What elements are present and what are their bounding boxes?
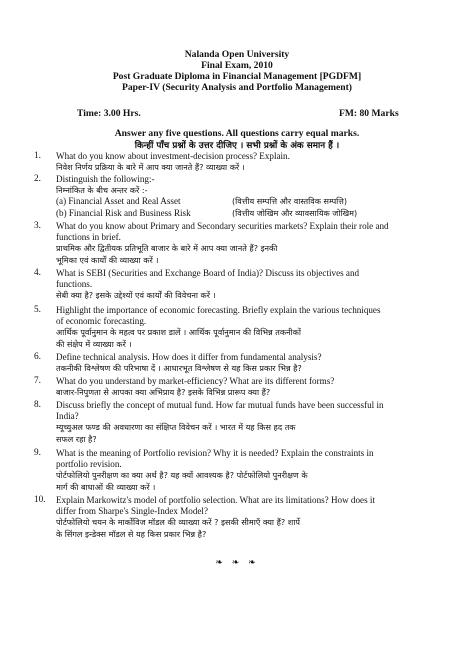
question-4 [34, 268, 456, 302]
question-text-hi: निवेश निर्णय प्रक्रिया के बारे में आप क्या जानते हैं? व्याख्या करें । [56, 162, 245, 173]
program-title: Post Graduate Diploma in Financial Management [PGDFM] [112, 71, 362, 82]
question-text-hi: की संक्षेप में व्याख्या करें । [56, 338, 132, 349]
question-text-hi: बाजार-निपुणता से आपका क्या अभिप्राय है? इसके विभिन्न प्रारूप क्या हैं? [56, 387, 271, 398]
question-6 [34, 352, 456, 374]
question-number: 6. [34, 352, 41, 362]
question-number: 3. [34, 221, 41, 231]
question-text-en: What do you understand by market-efficiency? What are its different forms? [56, 376, 335, 386]
question-9 [34, 448, 456, 493]
question-text-en: portfolio revision. [56, 459, 122, 470]
question-text-hi: मार्ग की बाधाओं की व्याख्या करें । [56, 481, 156, 492]
question-text-en: India? [56, 411, 79, 422]
question-text-hi: भूमिका एवं कार्यों की व्याख्या करें । [56, 254, 159, 265]
question-text-en: differ from Sharpe's Single-Index Model? [56, 506, 208, 517]
question-10 [34, 495, 456, 540]
question-number: 4. [34, 268, 41, 278]
question-8 [34, 400, 456, 445]
question-number: 8. [34, 400, 41, 410]
question-text-en: Explain Markowitz's model of portfolio selection. What are its limitations? How does it [56, 495, 375, 505]
paper-title: Paper-IV (Security Analysis and Portfolio Management) [122, 82, 352, 93]
question-text-hi: सफल रहा है? [56, 433, 97, 444]
pair-hindi: (वित्तीय सम्पत्ति और वास्तविक सम्पत्ति) [232, 196, 348, 207]
instructions-english: Answer any five questions. All questions carry equal marks. [114, 128, 360, 139]
question-text-en: What is SEBI (Securities and Exchange Board of India)? Discuss its objectives and [56, 268, 360, 278]
exam-title: Final Exam, 2010 [201, 60, 273, 71]
question-text-hi: निम्नांकित के बीच अन्तर करें :- [56, 185, 148, 196]
question-text-hi: तकनीकी विश्लेषण की परिभाषा दें । आधारभूत विश्लेषण से यह किस प्रकार भिन्न है? [56, 363, 302, 374]
question-number: 9. [34, 448, 41, 458]
question-text-hi: सेबी क्या है? इसके उद्देश्यों एवं कार्यों की विवेचना करें । [56, 290, 216, 301]
question-number: 7. [34, 376, 41, 386]
question-text-en: What do you know about investment-decision process? Explain. [56, 151, 290, 161]
pair-english: (b) Financial Risk and Business Risk [56, 207, 191, 218]
question-text-en: of economic forecasting. [56, 316, 147, 327]
question-3 [34, 221, 456, 266]
question-text-en: Discuss briefly the concept of mutual fund. How far mutual funds have been successful in [56, 400, 384, 410]
question-text-en: What do you know about Primary and Secondary securities markets? Explain their role and [56, 221, 389, 231]
university-name: Nalanda Open University [184, 49, 290, 60]
distinction-pair-a [56, 196, 456, 207]
question-2 [34, 174, 456, 219]
question-text-hi: प्राथमिक और द्वितीयक प्रतिभूति बाजार के बारे में आप क्या जानते हैं? इनकी [56, 243, 278, 254]
question-number: 1. [34, 151, 41, 161]
question-number: 2. [34, 174, 41, 184]
question-text-hi: पोर्टफोलियो चयन के मार्कोविज मॉडल की व्याख्या करें ? इसकी सीमाएँ क्या हैं? शार्पे [56, 517, 300, 528]
question-text-en: Highlight the importance of economic forecasting. Briefly explain the various techniques [56, 305, 381, 315]
question-5 [34, 305, 456, 350]
question-number: 5. [34, 305, 41, 315]
question-text-hi: म्यूच्युअल फण्ड की अवधारणा का संक्षिप्त विवेचन करें । भारत में यह किस हद तक [56, 422, 296, 433]
question-text-hi: पोर्टफोलियो पुनरीक्षण का क्या अर्थ है? यह क्यों आवश्यक है? पोर्टफोलियो पुनरीक्षण के [56, 470, 308, 481]
question-text-hi: आर्थिक पूर्वानुमान के महत्व पर प्रकाश डालें । आर्थिक पूर्वानुमान की विभिन्न तकनीकों [56, 327, 301, 338]
question-text-en: What is the meaning of Portfolio revision? Why it is needed? Explain the constraints in [56, 448, 374, 458]
end-ornament: ❧ ❧ ❧ [215, 558, 259, 568]
question-1 [34, 151, 456, 173]
distinction-pair-b [56, 208, 456, 219]
question-7 [34, 376, 456, 398]
question-text-en: functions in brief. [56, 232, 121, 243]
question-number: 10. [34, 495, 46, 505]
question-text-en: Define technical analysis. How does it differ from fundamental analysis? [56, 352, 322, 362]
instructions-hindi: किन्हीं पाँच प्रश्नों के उत्तर दीजिए । सभी प्रश्नों के अंक समान हैं । [134, 141, 340, 151]
question-text-en: Distinguish the following:- [56, 174, 155, 184]
pair-hindi: (वित्तीय जोखिम और व्यावसायिक जोखिम) [232, 207, 358, 218]
pair-english: (a) Financial Asset and Real Asset [56, 196, 181, 207]
question-text-hi: के सिंगल इन्डेक्स मॉडल से यह किस प्रकार भिन्न है? [56, 528, 207, 539]
full-marks: FM: 80 Marks [339, 108, 399, 119]
exam-time: Time: 3.00 Hrs. [77, 108, 141, 119]
question-text-en: functions. [56, 279, 93, 290]
